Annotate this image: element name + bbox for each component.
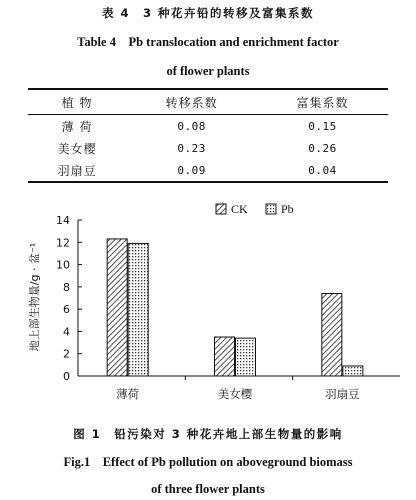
bar-pb-1 <box>128 243 148 376</box>
row-translocation: 0.09 <box>126 159 257 182</box>
chart-legend <box>216 202 294 216</box>
y-tick-label: 12 <box>56 236 70 250</box>
legend-swatch-ck <box>216 204 226 214</box>
legend-label-ck: CK <box>231 202 248 216</box>
figure-caption-en-line1: Fig.1 Effect of Pb pollution on aboveground biomass <box>63 455 353 469</box>
chart-bars <box>107 239 363 376</box>
x-tick-label: 羽扇豆 <box>325 387 360 401</box>
y-tick-label: 4 <box>63 325 70 339</box>
table-header-row <box>28 89 388 115</box>
row-enrichment: 0.26 <box>308 141 337 155</box>
figure-caption-zh: 图 1 铅污染对 3 种花卉地上部生物量的影响 <box>73 427 343 441</box>
header-enrichment: 富集系数 <box>257 89 388 115</box>
y-tick-label: 2 <box>63 347 70 361</box>
y-tick-label: 10 <box>56 258 70 272</box>
row-translocation: 0.23 <box>177 141 206 155</box>
row-enrichment: 0.15 <box>308 119 337 133</box>
table-row <box>28 159 388 182</box>
table-caption-en-line1: Table 4 Pb translocation and enrichment factor <box>77 35 339 49</box>
row-plant: 羽扇豆 <box>28 159 126 182</box>
bar-ck-2 <box>215 337 235 376</box>
x-tick-label: 薄荷 <box>116 387 140 401</box>
bar-pb-3 <box>343 366 363 376</box>
pb-factor-table <box>28 88 388 183</box>
legend-swatch-pb <box>266 204 276 214</box>
bar-ck-1 <box>107 239 127 376</box>
biomass-chart <box>0 190 416 412</box>
figure-caption-en-line2: of three flower plants <box>151 482 265 496</box>
row-plant: 美女樱 <box>57 141 97 156</box>
biomass-bar-chart <box>0 190 416 412</box>
table-caption-zh: 表 4 3 种花卉铅的转移及富集系数 <box>101 6 314 20</box>
header-plant: 植 物 <box>28 89 126 115</box>
table-row <box>28 115 388 138</box>
y-tick-label: 14 <box>56 214 70 227</box>
x-tick-label: 美女樱 <box>217 387 253 401</box>
header-translocation: 转移系数 <box>126 89 257 115</box>
y-axis-label: 地上部生物量/g · 盆⁻¹ <box>28 242 41 352</box>
bar-pb-2 <box>236 338 256 376</box>
row-translocation: 0.08 <box>177 119 206 133</box>
row-enrichment: 0.04 <box>257 159 388 182</box>
table-row <box>28 137 388 159</box>
y-tick-label: 6 <box>63 303 70 317</box>
y-tick-label: 8 <box>63 280 70 294</box>
bar-ck-3 <box>322 294 342 376</box>
table-caption-en-line2: of flower plants <box>166 64 250 78</box>
y-tick-label: 0 <box>63 370 70 383</box>
legend-label-pb: Pb <box>281 202 294 216</box>
row-plant: 薄 荷 <box>61 119 93 134</box>
